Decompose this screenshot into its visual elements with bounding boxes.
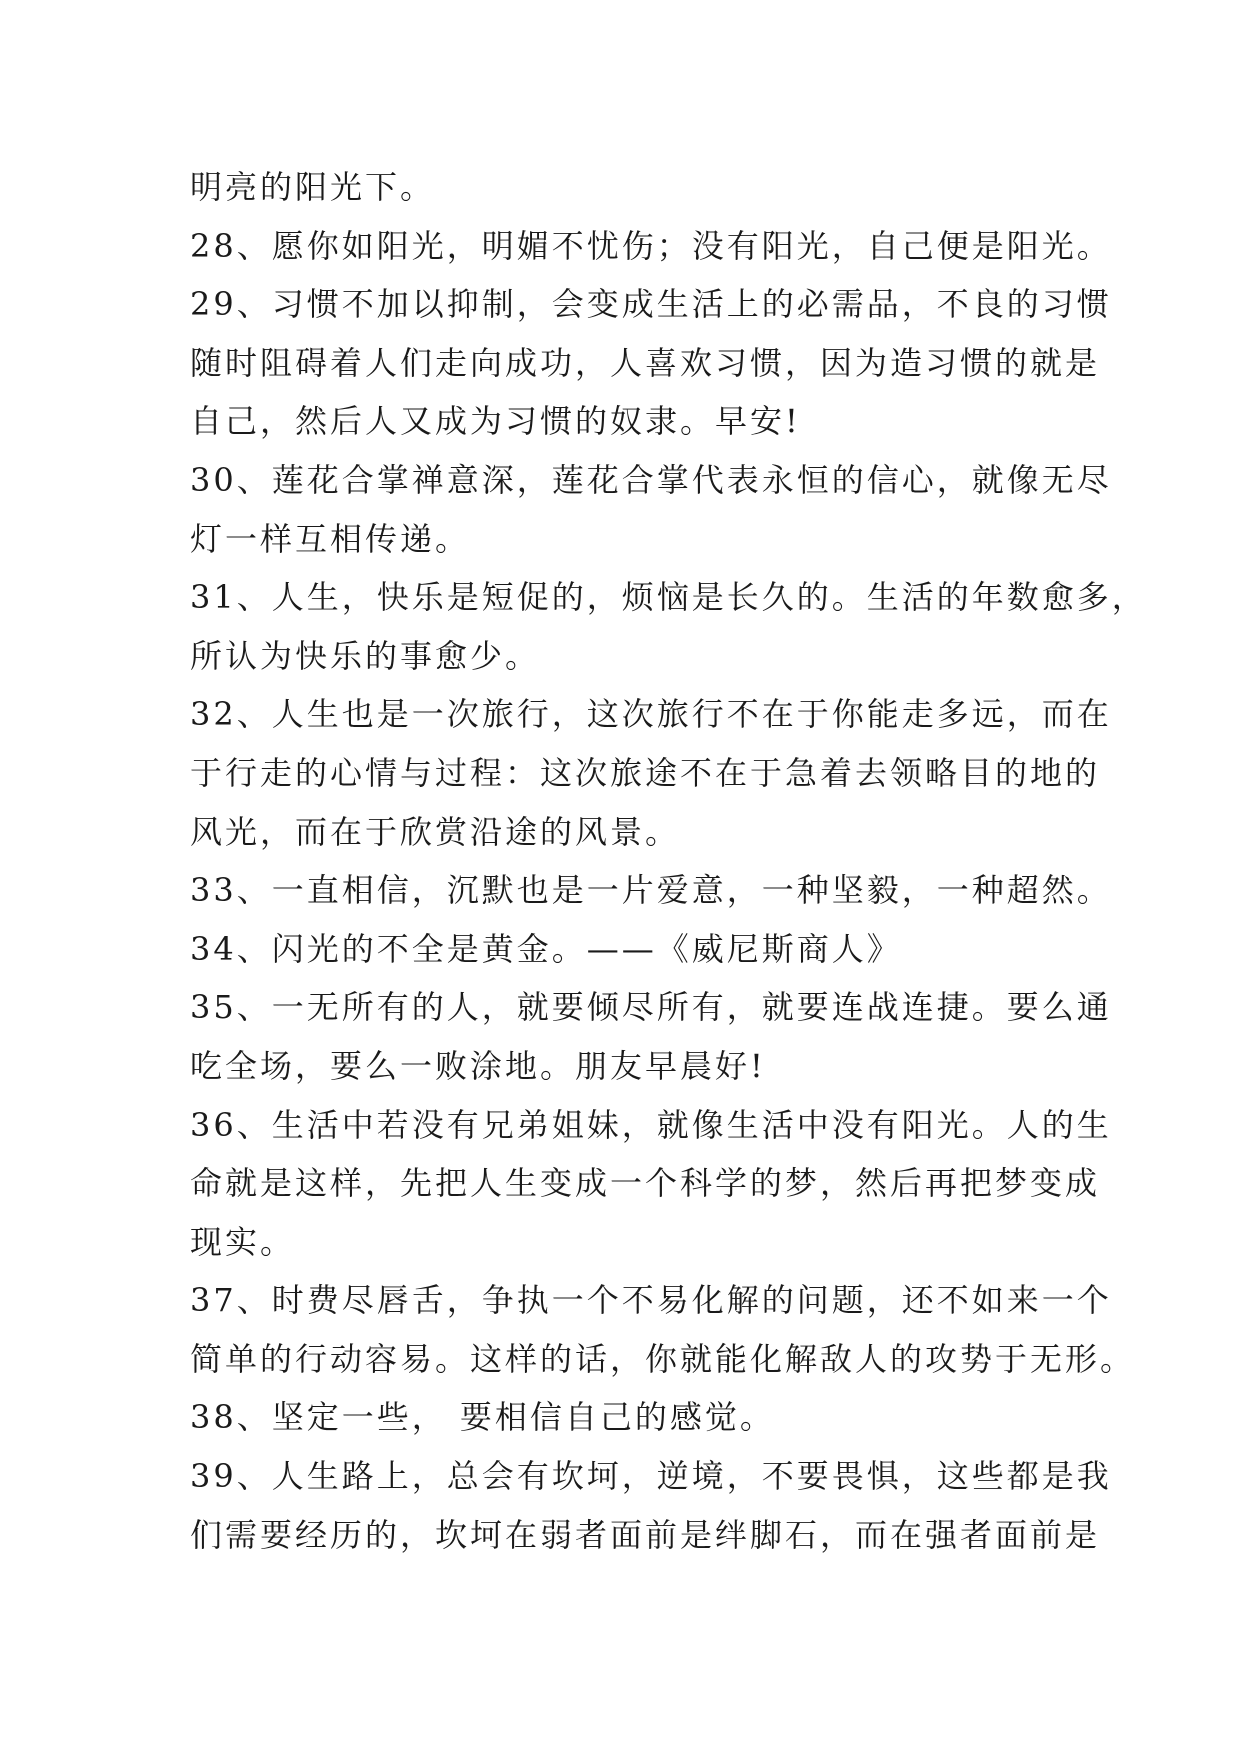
text-line: 31、人生，快乐是短促的，烦恼是长久的。生活的年数愈多， [190, 578, 1147, 617]
body-text [190, 158, 1147, 1564]
text-line: 于行走的心情与过程：这次旅途不在于急着去领略目的地的 [190, 753, 1101, 792]
text-line: 37、时费尽唇舌，争执一个不易化解的问题，还不如来一个 [190, 1281, 1112, 1320]
text-line: 39、人生路上，总会有坎坷，逆境，不要畏惧，这些都是我 [190, 1457, 1112, 1496]
text-line: 自己，然后人又成为习惯的奴隶。早安! [190, 402, 801, 441]
text-line: 28、愿你如阳光，明媚不忧伤；没有阳光，自己便是阳光。 [190, 226, 1112, 265]
text-line: 随时阻碍着人们走向成功，人喜欢习惯，因为造习惯的就是 [190, 343, 1101, 382]
text-line: 简单的行动容易。这样的话，你就能化解敌人的攻势于无形。 [190, 1339, 1136, 1378]
text-line: 38、坚定一些， 要相信自己的感觉。 [190, 1398, 775, 1437]
text-line: 风光，而在于欣赏沿途的风景。 [190, 812, 681, 851]
text-line: 32、人生也是一次旅行，这次旅行不在于你能走多远，而在 [190, 695, 1112, 734]
text-line: 吃全场，要么一败涂地。朋友早晨好! [190, 1046, 766, 1085]
text-line: 36、生活中若没有兄弟姐妹，就像生活中没有阳光。人的生 [190, 1105, 1112, 1144]
text-line: 所认为快乐的事愈少。 [190, 636, 541, 675]
text-line: 明亮的阳光下。 [190, 168, 436, 206]
text-line: 33、一直相信，沉默也是一片爱意，一种坚毅，一种超然。 [190, 871, 1112, 910]
text-line: 现实。 [190, 1222, 296, 1261]
text-line: 35、一无所有的人，就要倾尽所有，就要连战连捷。要么通 [190, 988, 1112, 1027]
text-line: 34、闪光的不全是黄金。——《威尼斯商人》 [190, 929, 902, 968]
text-line: 30、莲花合掌禅意深，莲花合掌代表永恒的信心，就像无尽 [190, 460, 1112, 499]
text-line: 命就是这样，先把人生变成一个科学的梦，然后再把梦变成 [190, 1164, 1101, 1203]
text-line: 灯一样互相传递。 [190, 519, 471, 558]
text-line: 29、习惯不加以抑制，会变成生活上的必需品，不良的习惯 [190, 285, 1112, 324]
text-line: 们需要经历的，坎坷在弱者面前是绊脚石，而在强者面前是 [190, 1515, 1101, 1554]
